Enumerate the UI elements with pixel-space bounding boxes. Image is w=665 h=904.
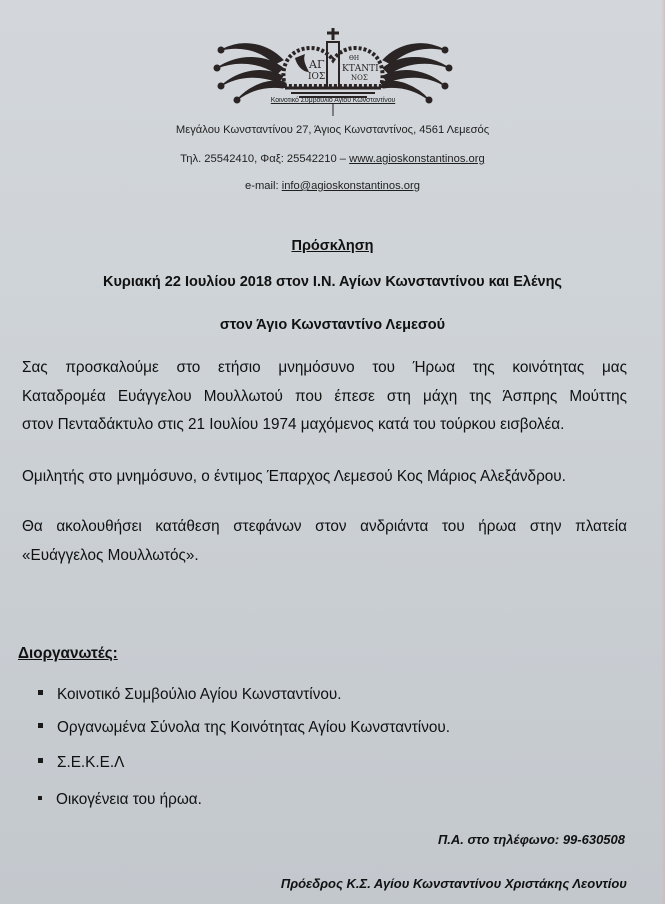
logo-text-left-bottom: ΙΟΣ: [308, 72, 326, 82]
square-bullet-icon: [38, 758, 43, 763]
signature-line: Πρόεδρος Κ.Σ. Αγίου Κωνσταντίνου Χριστάκης Λεοντίου: [280, 876, 627, 891]
organizers-heading: Διοργανωτές:: [18, 645, 118, 662]
invitation-title: Πρόσκληση: [291, 238, 374, 254]
organizer-list-item: [38, 791, 202, 809]
organizer-list-item: [38, 686, 341, 704]
contact-phone: Π.Α. στο τηλέφωνο: 99-630508: [437, 832, 625, 847]
paragraph-line: στον Πενταδάκτυλο στις 21 Ιουλίου 1974 μαχόμενος κατά του τούρκου εισβολέα.: [22, 416, 565, 433]
organizer-list-item: [38, 719, 450, 737]
paragraph-line: Θα ακολουθήσει κατάθεση στεφάνων στον ανδριάντα του ήρωα στην πλατεία: [22, 518, 627, 535]
organizer-name: Οργανωμένα Σύνολα της Κοινότητας Αγίου Κωνσταντίνου.: [57, 719, 450, 736]
left-wing-icon: [214, 44, 285, 103]
crown-icon: [283, 28, 382, 97]
paragraph-line: «Ευάγγελος Μουλλωτός».: [22, 547, 199, 564]
phone-fax-line: [0, 153, 665, 165]
phone-fax: Τηλ. 25542410, Φαξ: 25542210 –: [180, 153, 350, 165]
logo-text-left-top: ΑΓ: [309, 58, 325, 71]
organizer-name: Σ.Ε.Κ.Ε.Λ: [57, 754, 125, 771]
speaker-paragraph: Ομιλητής στο μνημόσυνο, ο έντιμος Έπαρχος Λεμεσού Κος Μάριος Αλεξάνδρου.: [22, 468, 566, 485]
website-link[interactable]: www.agioskonstantinos.org: [349, 153, 485, 165]
paragraph-line: Καταδρομέα Ευάγγελου Μουλλωτού που έπεσε στη μάχη της Άσπρης Μούττης: [22, 388, 627, 405]
logo-text-right-mid: ΚΤΑΝΤΙ: [342, 64, 379, 74]
square-bullet-icon: [38, 723, 43, 728]
email-label: e-mail:: [245, 180, 282, 192]
right-wing-icon: [381, 44, 452, 103]
logo-text-right-top: ΘΗ: [349, 55, 360, 62]
event-date-venue: Κυριακή 22 Ιουλίου 2018 στον Ι.Ν. Αγίων Κωνσταντίνου και Ελένης: [103, 274, 562, 290]
email-line: [0, 180, 665, 192]
organizer-name: Κοινοτικό Συμβούλιο Αγίου Κωνσταντίνου.: [57, 686, 342, 703]
paragraph-line: Σας προσκαλούμε στο ετήσιο μνημόσυνο του Ήρωα της κοινότητας μας: [22, 359, 627, 376]
address: Μεγάλου Κωνσταντίνου 27, Άγιος Κωνσταντίνος, 4561 Λεμεσός: [175, 124, 490, 136]
event-location: στον Άγιο Κωνσταντίνο Λεμεσού: [219, 317, 446, 333]
logo-text-right-bottom: ΝΟΣ: [351, 74, 368, 82]
email-link[interactable]: info@agioskonstantinos.org: [281, 180, 420, 192]
organizer-name: Οικογένεια του ήρωα.: [56, 791, 202, 808]
logo-caption: Κοινοτικό Συμβούλιο Αγίου Κωνσταντίνου: [270, 97, 396, 104]
organizer-list-item: [38, 754, 124, 772]
square-bullet-icon: [38, 796, 42, 800]
square-bullet-icon: [38, 690, 43, 695]
